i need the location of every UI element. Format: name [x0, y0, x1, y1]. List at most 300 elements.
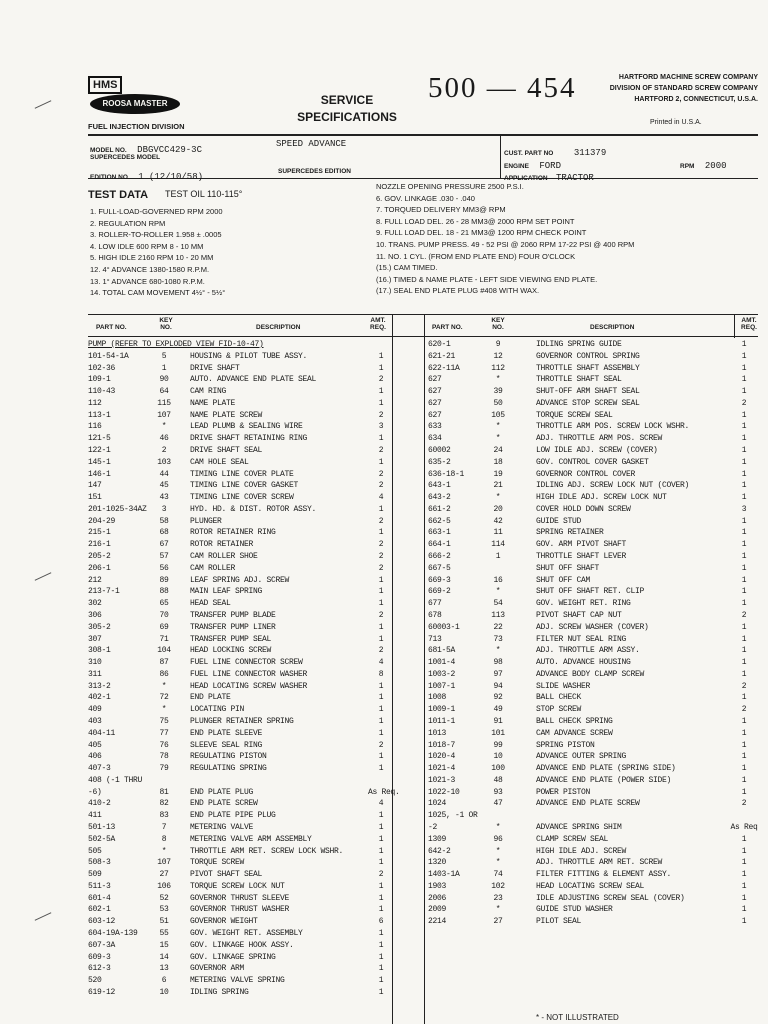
description: LOW IDLE ADJ. SCREW (COVER) [536, 446, 658, 456]
amount-required: 6 [378, 917, 384, 927]
part-number: 102-36 [88, 363, 116, 373]
amount-required: 1 [378, 387, 384, 397]
table-row [0, 693, 768, 704]
amount-required: 1 [741, 752, 747, 762]
description: AUTO. ADVANCE HOUSING [536, 658, 631, 668]
table-row [0, 953, 768, 964]
key-number: 100 [491, 764, 505, 774]
table-row [0, 682, 768, 693]
test-data-line: 13. 1° ADVANCE 680-1080 R.P.M. [90, 276, 205, 286]
table-row [0, 635, 768, 646]
part-number: 607-3A [88, 940, 116, 950]
description: GOV. WEIGHT RET. ASSEMBLY [190, 929, 303, 938]
test-data-line: NOZZLE OPENING PRESSURE 2500 P.S.I. [376, 182, 524, 191]
key-number: 49 [493, 705, 503, 715]
key-number: 22 [493, 622, 503, 632]
amount-required: 2 [378, 481, 384, 491]
rpm-field: RPM 2000 [680, 161, 727, 171]
part-number: 116 [88, 422, 102, 432]
amount-required: 1 [741, 528, 747, 538]
test-data-line: 3. ROLLER-TO-ROLLER 1.958 ± .0005 [90, 230, 222, 240]
left-header-amt: AMT. REQ. [370, 317, 386, 331]
amount-required: 2 [378, 540, 384, 550]
amount-required: 2 [378, 375, 384, 385]
table-row [0, 599, 768, 610]
part-number: 609-3 [88, 952, 111, 962]
amount-required: 1 [378, 528, 384, 538]
part-number: 204-29 [88, 516, 116, 526]
table-row [0, 375, 768, 386]
key-number: 23 [493, 893, 503, 903]
table-row [0, 576, 768, 587]
key-number: 72 [159, 693, 169, 703]
description: ADVANCE END PLATE SCREW [536, 799, 640, 809]
part-number: 612-3 [88, 964, 111, 974]
test-data-line: 12. 4° ADVANCE 1380-1580 R.P.M. [90, 265, 210, 274]
table-row [0, 340, 768, 351]
description: POWER PISTON [536, 787, 591, 797]
amount-required: 1 [741, 846, 747, 856]
amount-required: 1 [741, 693, 747, 703]
test-data-line: 5. HIGH IDLE 2160 RPM 10 - 20 MM [90, 253, 214, 263]
key-number: 52 [159, 893, 169, 903]
part-number: 112 [88, 398, 102, 408]
amount-required: 1 [741, 434, 747, 444]
table-row [0, 481, 768, 492]
table-row [0, 811, 768, 822]
key-number: 9 [495, 340, 501, 349]
description: AUTO. ADVANCE END PLATE SEAL [190, 375, 317, 385]
description: DRIVE SHAFT SEAL [190, 446, 263, 456]
description: GUIDE STUD WASHER [536, 905, 613, 915]
description: LOCATING PIN [190, 705, 245, 715]
part-number: 664-1 [428, 540, 451, 550]
amount-required: 2 [378, 563, 384, 573]
part-number: 663-1 [428, 528, 451, 538]
description: IDLING ADJ. SCREW LOCK NUT (COVER) [536, 481, 690, 491]
key-number: 76 [159, 740, 169, 750]
part-number: 1903 [428, 881, 447, 891]
key-number: 6 [161, 976, 167, 986]
amount-required: 1 [378, 752, 384, 762]
key-number: 55 [159, 929, 169, 938]
table-row [0, 752, 768, 763]
description: ADJ. THROTTLE ARM POS. SCREW [536, 434, 663, 444]
table-row [0, 823, 768, 834]
company-address: HARTFORD MACHINE SCREW COMPANY DIVISION OF STANDARD SCREW COMPANY HARTFORD 2, CONNECTICUT, U.S.A. [609, 74, 758, 103]
key-number: 98 [493, 658, 503, 668]
description: NAME PLATE SCREW [190, 410, 263, 420]
part-number: 627 [428, 387, 442, 397]
table-row [0, 847, 768, 858]
table-row [0, 729, 768, 740]
key-number: 82 [159, 799, 169, 809]
table-row [0, 870, 768, 881]
part-number: 146-1 [88, 469, 111, 479]
key-number: 77 [159, 728, 169, 738]
description: METERING VALVE SPRING [190, 976, 285, 986]
table-row [0, 352, 768, 363]
amount-required: 1 [378, 622, 384, 632]
part-number: 520 [88, 976, 102, 986]
amount-required: 2 [741, 705, 747, 715]
amount-required: 1 [378, 434, 384, 444]
part-number: 2009 [428, 905, 447, 915]
key-number: 91 [493, 716, 503, 726]
key-number: 12 [493, 351, 503, 361]
description: ROTOR RETAINER RING [190, 528, 276, 538]
description: PLUNGER RETAINER SPRING [190, 716, 294, 726]
amount-required: 1 [378, 705, 384, 715]
part-number: 206-1 [88, 563, 111, 573]
description: TORQUE SCREW [190, 858, 245, 868]
test-data-line: (16.) TIMED & NAME PLATE - LEFT SIDE VIEWING END PLATE. [376, 274, 598, 284]
part-number: 1003-2 [428, 669, 456, 679]
cust-part-field: CUST. PART NO 311379 [504, 148, 607, 158]
key-number: 44 [159, 469, 169, 479]
key-number: * [495, 375, 501, 385]
description: PLUNGER [190, 516, 222, 526]
description: TIMING LINE COVER GASKET [190, 481, 299, 491]
amount-required: 2 [378, 646, 384, 656]
amount-required: 1 [741, 622, 747, 632]
key-number: 57 [159, 552, 169, 562]
table-row [0, 929, 768, 940]
description: ADVANCE END PLATE (SPRING SIDE) [536, 764, 676, 774]
description: GOV. ARM PIVOT SHAFT [536, 540, 627, 550]
description: STOP SCREW [536, 705, 582, 715]
description: BALL CHECK [536, 693, 582, 703]
key-number: 1 [495, 552, 501, 562]
description: SLIDE WASHER [536, 681, 591, 691]
table-row [0, 976, 768, 987]
part-number: 109-1 [88, 375, 111, 385]
key-number: * [161, 846, 167, 856]
description: IDLE ADJUSTING SCREW SEAL (COVER) [536, 893, 685, 903]
table-row [0, 705, 768, 716]
part-number: 627 [428, 410, 442, 420]
table-row [0, 894, 768, 905]
key-number: 74 [493, 870, 503, 880]
part-number: 1025, -1 OR [428, 811, 478, 821]
test-data-line: 6. GOV. LINKAGE .030 - .040 [376, 193, 475, 203]
part-number: 643-2 [428, 493, 451, 503]
table-row [0, 540, 768, 551]
part-number: 604-19A-139 [88, 929, 138, 938]
table-row [0, 905, 768, 916]
amount-required: 1 [378, 587, 384, 597]
table-row [0, 528, 768, 539]
amount-required: 1 [378, 398, 384, 408]
part-number: 501-13 [88, 822, 116, 832]
table-row [0, 517, 768, 528]
amount-required: 1 [378, 693, 384, 703]
key-number: * [161, 681, 167, 691]
key-number: 43 [159, 493, 169, 503]
key-number: 75 [159, 716, 169, 726]
part-number: 633 [428, 422, 442, 432]
amount-required: 1 [741, 575, 747, 585]
part-number: 1403-1A [428, 870, 460, 880]
amount-required: 1 [741, 422, 747, 432]
part-number: 60003-1 [428, 622, 460, 632]
description: CAM HOLE SEAL [190, 457, 249, 467]
key-number: 79 [159, 764, 169, 774]
key-number: 67 [159, 540, 169, 550]
engine-field: ENGINE FORD [504, 161, 561, 171]
amount-required: 1 [378, 716, 384, 726]
table-row [0, 988, 768, 999]
description: DRIVE SHAFT [190, 363, 240, 373]
amount-required: As Req [730, 822, 758, 832]
part-number: 635-2 [428, 457, 451, 467]
amount-required: 4 [378, 493, 384, 503]
part-number: 151 [88, 493, 102, 503]
part-number: 302 [88, 599, 102, 609]
description: HEAD LOCKING SCREW [190, 646, 272, 656]
key-number: 18 [493, 457, 503, 467]
table-row [0, 941, 768, 952]
part-number: 1021-4 [428, 764, 456, 774]
description: METERING VALVE [190, 822, 254, 832]
description: ADVANCE SPRING SHIM [536, 822, 622, 832]
key-number: 27 [493, 917, 503, 927]
part-number: 145-1 [88, 457, 111, 467]
description: GOVERNOR THRUST WASHER [190, 905, 290, 915]
test-data-line: 1. FULL-LOAD-GOVERNED RPM 2000 [90, 207, 223, 216]
part-number: 1320 [428, 858, 447, 868]
part-number: 713 [428, 634, 442, 644]
part-number: 661-2 [428, 504, 451, 514]
amount-required: 2 [378, 610, 384, 620]
key-number: 99 [493, 740, 503, 750]
description: GOVERNOR CONTROL SPRING [536, 351, 640, 361]
key-number: 5 [161, 351, 167, 361]
key-number: 19 [493, 469, 503, 479]
description: HOUSING & PILOT TUBE ASSY. [190, 351, 308, 361]
description: THROTTLE ARM RET. SCREW LOCK WSHR. [190, 846, 344, 856]
part-number: 411 [88, 811, 102, 821]
part-number: 310 [88, 658, 102, 668]
key-number: 94 [493, 681, 503, 691]
amount-required: 1 [378, 728, 384, 738]
key-number: 101 [491, 728, 505, 738]
part-number: 60002 [428, 446, 451, 456]
description: THROTTLE ARM POS. SCREW LOCK WSHR. [536, 422, 690, 432]
description: ADVANCE OUTER SPRING [536, 752, 627, 762]
description: HEAD LOCATING SCREW SEAL [536, 881, 645, 891]
part-number: 113-1 [88, 410, 111, 420]
description: GOV. LINKAGE HOOK ASSY. [190, 940, 294, 950]
supercedes-edition-label: SUPERCEDES EDITION [278, 168, 351, 175]
description: FUEL LINE CONNECTOR SCREW [190, 658, 303, 668]
part-number: 509 [88, 870, 102, 880]
amount-required: 2 [378, 410, 384, 420]
description: NAME PLATE [190, 398, 236, 408]
key-number: 11 [493, 528, 503, 538]
part-number: 621-21 [428, 351, 456, 361]
amount-required: 1 [741, 917, 747, 927]
part-number: 311 [88, 669, 102, 679]
description: CAM RING [190, 387, 227, 397]
amount-required: 1 [741, 787, 747, 797]
description: SHUT OFF CAM [536, 575, 591, 585]
key-number: 104 [157, 646, 171, 656]
amount-required: 1 [378, 976, 384, 986]
amount-required: 2 [741, 681, 747, 691]
table-row [0, 470, 768, 481]
document-title: SERVICE SPECIFICATIONS [297, 93, 397, 124]
description: CAM ROLLER SHOE [190, 552, 258, 562]
part-number: 669-2 [428, 587, 451, 597]
description: MAIN LEAF SPRING [190, 587, 263, 597]
amount-required: 1 [378, 893, 384, 903]
key-number: 88 [159, 587, 169, 597]
key-number: 27 [159, 870, 169, 880]
test-data-line: 8. FULL LOAD DEL. 26 - 28 MM3@ 2000 RPM SET POINT [376, 216, 575, 226]
amount-required: 2 [378, 446, 384, 456]
part-number: 404-11 [88, 728, 116, 738]
key-number: 1 [161, 363, 167, 373]
amount-required: 1 [741, 669, 747, 679]
test-data-line: (15.) CAM TIMED. [376, 263, 438, 273]
description: GOV. CONTROL COVER GASKET [536, 457, 649, 467]
amount-required: 1 [378, 363, 384, 373]
description: GOVERNOR WEIGHT [190, 917, 258, 927]
amount-required: 1 [741, 634, 747, 644]
description: COVER HOLD DOWN SCREW [536, 504, 631, 514]
amount-required: 1 [741, 764, 747, 774]
table-row [0, 670, 768, 681]
key-number: 14 [159, 952, 169, 962]
amount-required: As Req. [368, 787, 400, 797]
amount-required: 1 [378, 599, 384, 609]
table-row [0, 611, 768, 622]
part-number: 403 [88, 716, 102, 726]
description: DRIVE SHAFT RETAINING RING [190, 434, 308, 444]
part-number: 619-12 [88, 987, 116, 997]
key-number: 97 [493, 669, 503, 679]
amount-required: 3 [378, 422, 384, 432]
hms-logo: HMS [88, 76, 122, 94]
description: HEAD SEAL [190, 599, 231, 609]
amount-required: 1 [378, 834, 384, 844]
part-number: 627 [428, 398, 442, 408]
table-row [0, 446, 768, 457]
amount-required: 1 [741, 446, 747, 456]
description: PIVOT SHAFT SEAL [190, 870, 263, 880]
key-number: 93 [493, 787, 503, 797]
key-number: 87 [159, 658, 169, 668]
key-number: 3 [161, 504, 167, 514]
part-number: PUMP (REFER TO EXPLODED VIEW FID-10-47) [88, 340, 264, 349]
amount-required: 1 [378, 987, 384, 997]
table-row [0, 858, 768, 869]
amount-required: 4 [378, 658, 384, 668]
key-number: * [495, 434, 501, 444]
amount-required: 1 [741, 481, 747, 491]
part-number: 1013 [428, 728, 447, 738]
part-number: 305-2 [88, 622, 111, 632]
table-row [0, 741, 768, 752]
part-number: 1011-1 [428, 716, 456, 726]
description: END PLATE SLEEVE [190, 728, 263, 738]
test-data-line: 9. FULL LOAD DEL. 18 - 21 MM3@ 1200 RPM CHECK POINT [376, 228, 587, 238]
roosa-master-logo [88, 76, 184, 120]
key-number: 69 [159, 622, 169, 632]
part-number: 212 [88, 575, 102, 585]
footnote: * - NOT ILLUSTRATED [536, 1013, 619, 1022]
key-number: 56 [159, 563, 169, 573]
part-number: 409 [88, 705, 102, 715]
amount-required: 1 [378, 504, 384, 514]
table-row [0, 411, 768, 422]
part-number: 406 [88, 752, 102, 762]
amount-required: 1 [741, 387, 747, 397]
amount-required: 1 [378, 881, 384, 891]
part-number: 678 [428, 610, 442, 620]
key-number: 89 [159, 575, 169, 585]
part-number: 215-1 [88, 528, 111, 538]
description: THROTTLE SHAFT ASSEMBLY [536, 363, 640, 373]
amount-required: 1 [741, 740, 747, 750]
key-number: 21 [493, 481, 503, 491]
description: END PLATE PIPE PLUG [190, 811, 276, 821]
key-number: 8 [161, 834, 167, 844]
amount-required: 1 [378, 929, 384, 938]
amount-required: 1 [741, 587, 747, 597]
description: TIMING LINE COVER PLATE [190, 469, 294, 479]
key-number: 68 [159, 528, 169, 538]
part-number: 1022-10 [428, 787, 460, 797]
description: GOV. WEIGHT RET. RING [536, 599, 631, 609]
key-number: * [495, 822, 501, 832]
description: IDLING SPRING GUIDE [536, 340, 622, 349]
test-data-line: 11. NO. 1 CYL. (FROM END PLATE END) FOUR O'CLOCK [376, 251, 576, 261]
description: TORQUE SCREW SEAL [536, 410, 613, 420]
amount-required: 1 [378, 846, 384, 856]
description: TIMING LINE COVER SCREW [190, 493, 294, 503]
application-field: APPLICATION TRACTOR [504, 173, 594, 183]
part-number: 201-1025-34AZ [88, 504, 147, 514]
amount-required: 2 [378, 516, 384, 526]
part-number: 110-43 [88, 387, 116, 397]
amount-required: 1 [741, 716, 747, 726]
description: END PLATE PLUG [190, 787, 254, 797]
key-number: 112 [491, 363, 505, 373]
edition-field: EDITION NO. 1 (12/10/58) [90, 172, 203, 182]
table-row [0, 964, 768, 975]
key-number: 13 [159, 964, 169, 974]
description: ADJ. THROTTLE ARM RET. SCREW [536, 858, 663, 868]
key-number: * [495, 905, 501, 915]
table-row [0, 917, 768, 928]
description: SLEEVE SEAL RING [190, 740, 263, 750]
amount-required: 1 [741, 775, 747, 785]
table-row [0, 364, 768, 375]
key-number: 20 [493, 504, 503, 514]
left-header-part: PART NO. [96, 324, 127, 331]
part-number: 677 [428, 599, 442, 609]
description: THROTTLE SHAFT LEVER [536, 552, 627, 562]
part-number: 402-1 [88, 693, 111, 703]
key-number: 24 [493, 446, 503, 456]
key-number: 54 [493, 599, 503, 609]
description: METERING VALVE ARM ASSEMBLY [190, 834, 312, 844]
key-number: 39 [493, 387, 503, 397]
amount-required: 8 [378, 669, 384, 679]
binder-mark [35, 100, 52, 109]
